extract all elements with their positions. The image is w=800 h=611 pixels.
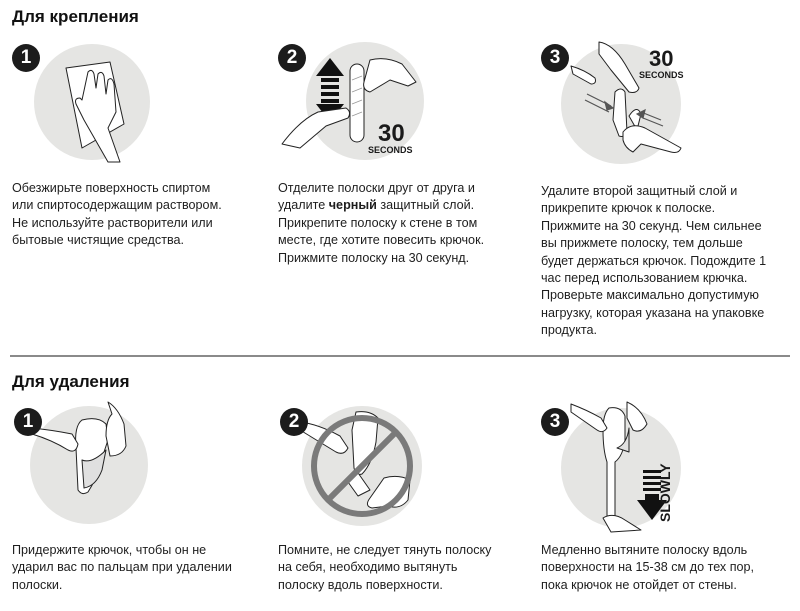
step-description: Удалите второй защитный слой и прикрепите крючок к полоске. Прижмите на 30 секунд. Чем сильнее вы прижмете полоску, тем дольше будет держаться крючок. Подождите 1 час перед использованием крючка. Проверьте максимально допустимую нагрузку, которая указана на упаковке продукта.	[541, 184, 767, 338]
step-description: Придержите крючок, чтобы он не ударил вас по пальцам при удалении полоски.	[12, 543, 232, 592]
seconds-number: 30	[378, 120, 405, 147]
pull-slowly-icon	[541, 400, 781, 550]
wipe-hand-drawing	[12, 40, 252, 190]
hold-hook-icon	[12, 400, 252, 550]
step-number-badge: 1	[14, 408, 42, 436]
apply-strip-icon	[278, 40, 518, 190]
hold-hook-drawing	[12, 400, 252, 550]
step-number-badge: 2	[278, 44, 306, 72]
step-description: Отделите полоски друг от друга и удалите черный защитный слой. Прикрепите полоску к стене в том месте, где хотите повесить крючок. Прижмите полоску на 30 секунд.	[278, 181, 485, 265]
apply-strip-drawing	[278, 40, 518, 190]
section-title-removal: Для удаления	[12, 372, 130, 391]
seconds-label: SECONDS	[368, 145, 413, 155]
step-description: Медленно вытяните полоску вдоль поверхности на 15-38 см до тех пор, пока крючок не отойдет от стены.	[541, 543, 755, 592]
emphasis-black: черный	[328, 198, 377, 213]
section-title-mounting: Для крепления	[12, 7, 139, 26]
section-divider	[10, 355, 790, 357]
step-description: Помните, не следует тянуть полоску на себя, необходимо вытянуть полоску вдоль поверхности.	[278, 543, 492, 592]
step-number-badge: 3	[541, 408, 569, 436]
seconds-number: 30	[649, 46, 674, 71]
do-not-pull-drawing	[278, 400, 518, 550]
attach-hook-icon	[541, 40, 781, 190]
wipe-surface-icon	[12, 40, 252, 190]
slowly-label: SLOWLY	[657, 463, 673, 522]
step-number-badge: 2	[280, 408, 308, 436]
step-number-badge: 1	[12, 44, 40, 72]
do-not-pull-icon	[278, 400, 518, 550]
step-description: Обезжирьте поверхность спиртом или спиртосодержащим раствором. Не используйте растворители или бытовые чистящие средства.	[12, 181, 222, 248]
seconds-label: SECONDS	[639, 70, 684, 80]
step-number-badge: 3	[541, 44, 569, 72]
